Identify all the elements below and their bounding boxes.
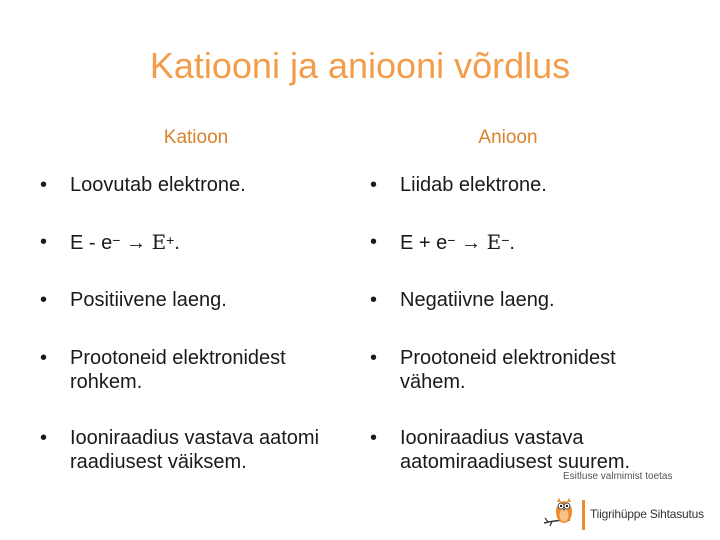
list-item-text: Liidab elektrone.	[400, 174, 547, 196]
list-item	[366, 288, 686, 312]
list-item	[366, 346, 686, 394]
column-heading-anion: Anioon	[478, 127, 538, 148]
equation	[70, 232, 180, 254]
list-item	[36, 346, 351, 394]
list-item-text: Iooniraadius vastava aatomiraadiusest suurem.	[400, 427, 631, 473]
bullet-icon: •	[370, 174, 378, 196]
bullet-icon: •	[370, 347, 378, 369]
equation-period: .	[174, 232, 180, 254]
equation-element-symbol: E	[151, 230, 167, 254]
equation-period: .	[509, 232, 515, 254]
bullet-icon: •	[40, 174, 48, 196]
equation-superscript: −	[447, 232, 456, 248]
supported-by-note: Esitluse valmimist toetas	[563, 471, 673, 482]
equation-charge: −	[501, 232, 510, 248]
equation-arrow: →	[120, 232, 152, 254]
equation-charge: +	[166, 232, 175, 248]
list-item	[366, 173, 686, 197]
bullet-icon: •	[40, 289, 48, 311]
bullet-icon: •	[370, 289, 378, 311]
bullet-icon: •	[40, 427, 48, 449]
equation-lhs: E + e	[400, 232, 448, 254]
bullet-icon: •	[370, 231, 378, 253]
list-item-text: Prootoneid elektronidest vähem.	[400, 347, 616, 393]
list-item-equation	[366, 230, 686, 255]
list-item	[36, 426, 351, 474]
list-item-text: Negatiivne laeng.	[400, 289, 555, 311]
bullet-icon: •	[40, 347, 48, 369]
foundation-name: Tiigrihüppe Sihtasutus	[590, 507, 704, 521]
bullet-icon: •	[370, 427, 378, 449]
list-item-text: Loovutab elektrone.	[70, 174, 246, 196]
equation-arrow: →	[455, 232, 487, 254]
list-item	[36, 288, 351, 312]
equation-superscript: −	[112, 232, 121, 248]
equation-lhs: E - e	[70, 232, 113, 254]
slide-title: Katiooni ja aniooni võrdlus	[149, 45, 571, 86]
column-heading-cation: Katioon	[163, 127, 229, 148]
list-item-text: Positiivene laeng.	[70, 289, 227, 311]
equation	[400, 232, 515, 254]
list-item	[366, 426, 686, 474]
list-item-equation	[36, 230, 351, 255]
equation-element-symbol: E	[486, 230, 502, 254]
list-item	[36, 173, 351, 197]
list-item-text: Prootoneid elektronidest rohkem.	[70, 347, 286, 393]
list-item-text: Iooniraadius vastava aatomi raadiusest väiksem.	[70, 427, 320, 473]
bullet-icon: •	[40, 231, 48, 253]
